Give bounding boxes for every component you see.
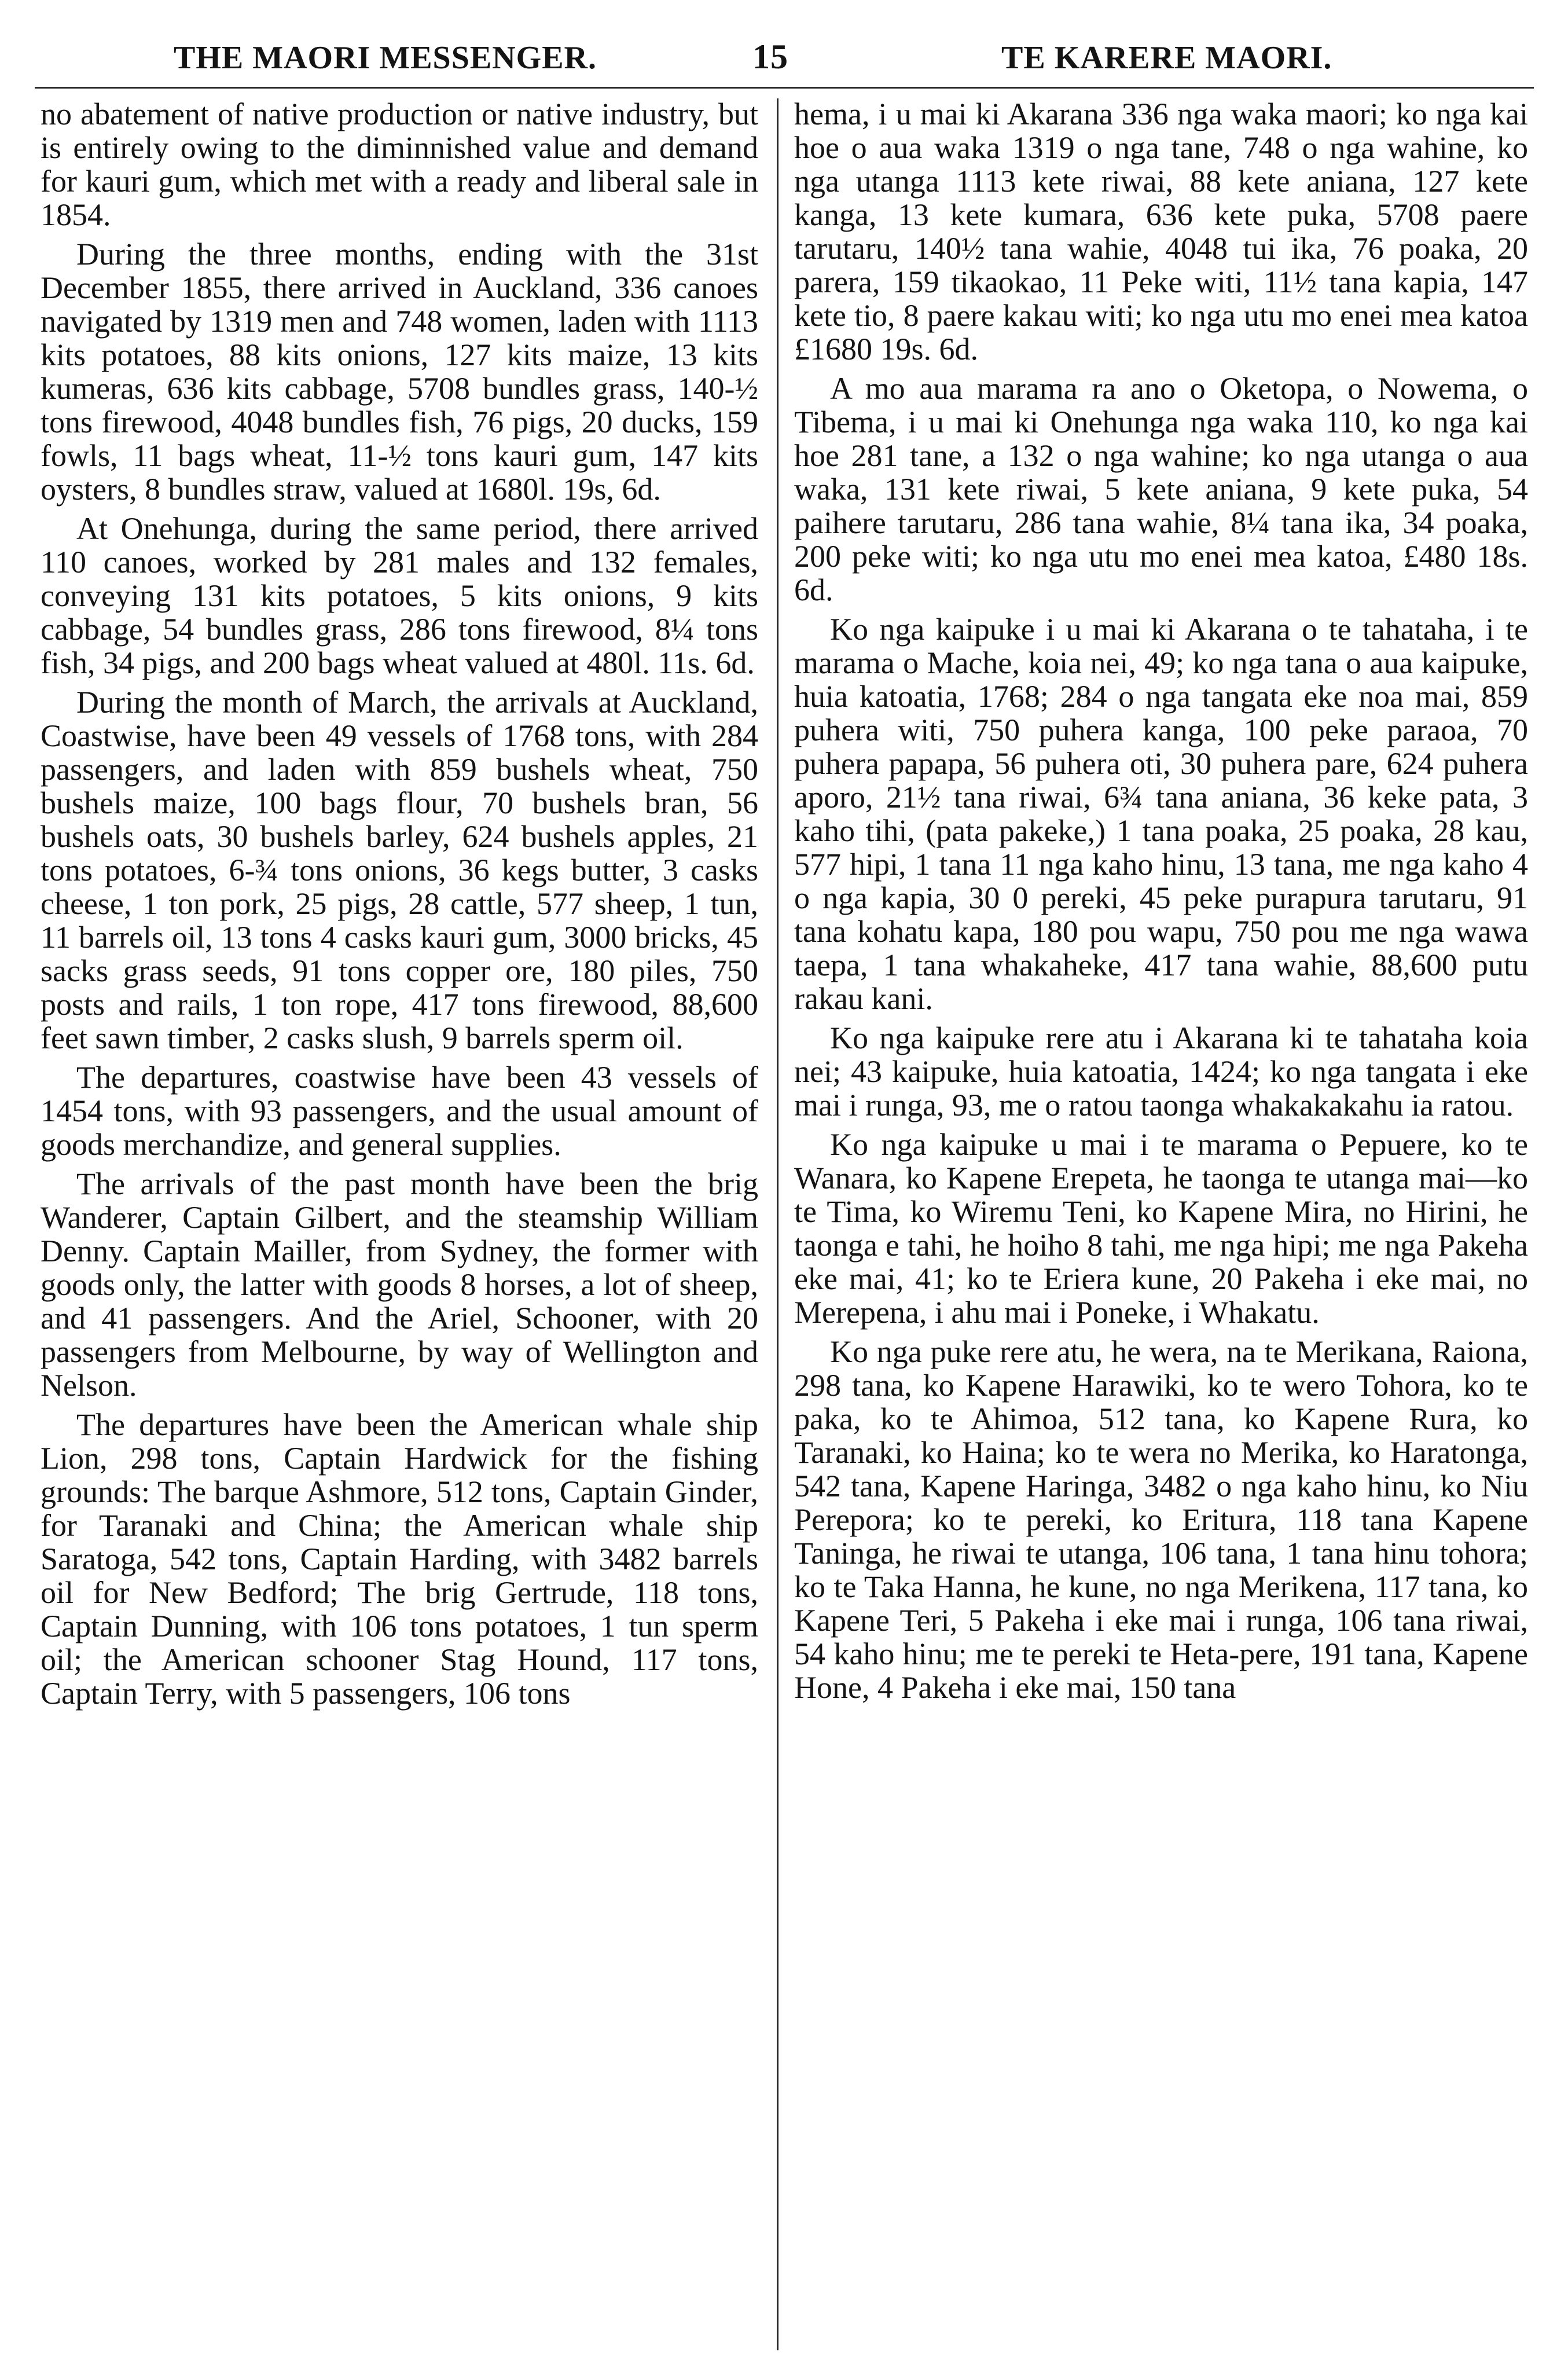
- page-number: 15: [752, 38, 788, 76]
- header-rule: [35, 87, 1534, 89]
- paragraph: hema, i u mai ki Akarana 336 nga waka maori; ko nga kai hoe o aua waka 1319 o nga tane, 748 o nga wahine, ko nga utanga 1113 kete riwai, 88 kete aniana, 127 kete kanga, 13 kete kumara, 636 kete puka, 5708 paere tarutaru, 140½ tana wahie, 4048 tui ika, 76 poaka, 20 parera, 159 tikaokao, 11 Peke witi, 11½ tana kapia, 147 kete tio, 8 paere kakau witi; ko nga utu mo enei mea katoa £1680 19s. 6d.: [794, 97, 1528, 366]
- paragraph: The arrivals of the past month have been the brig Wanderer, Captain Gilbert, and the steamship William Denny. Captain Mailler, from Sydney, the former with goods only, the latter with goods 8 horses, a lot of sheep, and 41 passengers. And the Ariel, Schooner, with 20 passengers from Melbourne, by way of Wellington and Nelson.: [41, 1166, 758, 1403]
- paragraph: The departures have been the American whale ship Lion, 298 tons, Captain Hardwick for the fishing grounds: The barque Ashmore, 512 tons, Captain Ginder, for Taranaki and China; the American whale ship Saratoga, 542 tons, Captain Harding, with 3482 barrels oil for New Bedford; The brig Gertrude, 118 tons, Captain Dunning, with 106 tons potatoes, 1 tun sperm oil; the American schooner Stag Hound, 117 tons, Captain Terry, with 5 passengers, 106 tons: [41, 1407, 758, 1711]
- paragraph: no abatement of native production or native industry, but is entirely owing to the diminnished value and demand for kauri gum, which met with a ready and liberal sale in 1854.: [41, 97, 758, 232]
- paragraph: A mo aua marama ra ano o Oketopa, o Nowema, o Tibema, i u mai ki Onehunga nga waka 110, ko nga kai hoe 281 tane, a 132 o nga wahine; ko nga utanga o aua waka, 131 kete riwai, 5 kete aniana, 9 kete puka, 54 paihere tarutaru, 286 tana wahie, 8¼ tana ika, 34 poaka, 200 peke witi; ko nga utu mo enei mea katoa, £480 18s. 6d.: [794, 371, 1528, 607]
- column-divider: [777, 98, 779, 2350]
- paragraph: The departures, coastwise have been 43 vessels of 1454 tons, with 93 passengers, and the usual amount of goods merchandize, and general supplies.: [41, 1060, 758, 1162]
- paragraph: During the three months, ending with the 31st December 1855, there arrived in Auckland, 336 canoes navigated by 1319 men and 748 women, laden with 1113 kits potatoes, 88 kits onions, 127 kits maize, 13 kits kumeras, 636 kits cabbage, 5708 bundles grass, 140-½ tons firewood, 4048 bundles fish, 76 pigs, 20 ducks, 159 fowls, 11 bags wheat, 11-½ tons kauri gum, 147 kits oysters, 8 bundles straw, valued at 1680l. 19s, 6d.: [41, 237, 758, 507]
- english-column: [41, 97, 758, 2355]
- header-title-english: THE MAORI MESSENGER.: [174, 40, 597, 76]
- paragraph: During the month of March, the arrivals at Auckland, Coastwise, have been 49 vessels of 1768 tons, with 284 passengers, and laden with 859 bushels wheat, 750 bushels maize, 100 bags flour, 70 bushels bran, 56 bushels oats, 30 bushels barley, 624 bushels apples, 21 tons potatoes, 6-¾ tons onions, 36 kegs butter, 3 casks cheese, 1 ton pork, 25 pigs, 28 cattle, 577 sheep, 1 tun, 11 barrels oil, 13 tons 4 casks kauri gum, 3000 bricks, 45 sacks grass seeds, 91 tons copper ore, 180 piles, 750 posts and rails, 1 ton rope, 417 tons firewood, 88,600 feet sawn timber, 2 casks slush, 9 barrels sperm oil.: [41, 685, 758, 1055]
- page-header: [0, 24, 1568, 88]
- maori-column: [794, 97, 1528, 2355]
- paragraph: At Onehunga, during the same period, there arrived 110 canoes, worked by 281 males and 132 females, conveying 131 kits potatoes, 5 kits onions, 9 kits cabbage, 54 bundles grass, 286 tons firewood, 8¼ tons fish, 34 pigs, and 200 bags wheat valued at 480l. 11s. 6d.: [41, 511, 758, 680]
- paragraph: Ko nga kaipuke u mai i te marama o Pepuere, ko te Wanara, ko Kapene Erepeta, he taonga te utanga mai—ko te Tima, ko Wiremu Teni, ko Kapene Mira, no Hirini, he taonga e tahi, he hoiho 8 tahi, me nga hipi; me nga Pakeha eke mai, 41; ko te Eriera kune, 20 Pakeha i eke mai, no Merepena, i ahu mai i Poneke, i Whakatu.: [794, 1127, 1528, 1330]
- paragraph: Ko nga kaipuke rere atu i Akarana ki te tahataha koia nei; 43 kaipuke, huia katoatia, 1424; ko nga tangata i eke mai i runga, 93, me o ratou taonga whakakakahu ia ratou.: [794, 1021, 1528, 1122]
- paragraph: Ko nga puke rere atu, he wera, na te Merikana, Raiona, 298 tana, ko Kapene Harawiki, ko te wero Tohora, ko te paka, ko te Ahimoa, 512 tana, ko Kapene Rura, ko Taranaki, ko Haina; ko te wera no Merika, ko Haratonga, 542 tana, Kapene Haringa, 3482 o nga kaho hinu, ko Niu Perepora; ko te pereki, ko Eritura, 118 tana Kapene Taninga, he riwai te utanga, 106 tana, 1 tana hinu tohora; ko te Taka Hanna, he kune, no nga Merikena, 117 tana, ko Kapene Teri, 5 Pakeha i eke mai i runga, 106 tana riwai, 54 kaho hinu; me te pereki te Heta-pere, 191 tana, Kapene Hone, 4 Pakeha i eke mai, 150 tana: [794, 1334, 1528, 1705]
- paragraph: Ko nga kaipuke i u mai ki Akarana o te tahataha, i te marama o Mache, koia nei, 49; ko nga tana o aua kaipuke, huia katoatia, 1768; 284 o nga tangata eke noa mai, 859 puhera witi, 750 puhera kanga, 100 peke paraoa, 70 puhera papapa, 56 puhera oti, 30 puhera pare, 624 puhera aporo, 21½ tana riwai, 6¾ tana aniana, 36 keke pata, 3 kaho tihi, (pata pakeke,) 1 tana poaka, 25 poaka, 28 kau, 577 hipi, 1 tana 11 nga kaho hinu, 13 tana, me nga kaho 4 o nga kapia, 30 0 pereki, 45 peke purapura tarutaru, 91 tana kohatu kapa, 180 pou wapu, 750 pou me nga wawa taepa, 1 tana whakaheke, 417 tana wahie, 88,600 putu rakau kani.: [794, 612, 1528, 1016]
- header-title-maori: TE KARERE MAORI.: [1001, 40, 1332, 76]
